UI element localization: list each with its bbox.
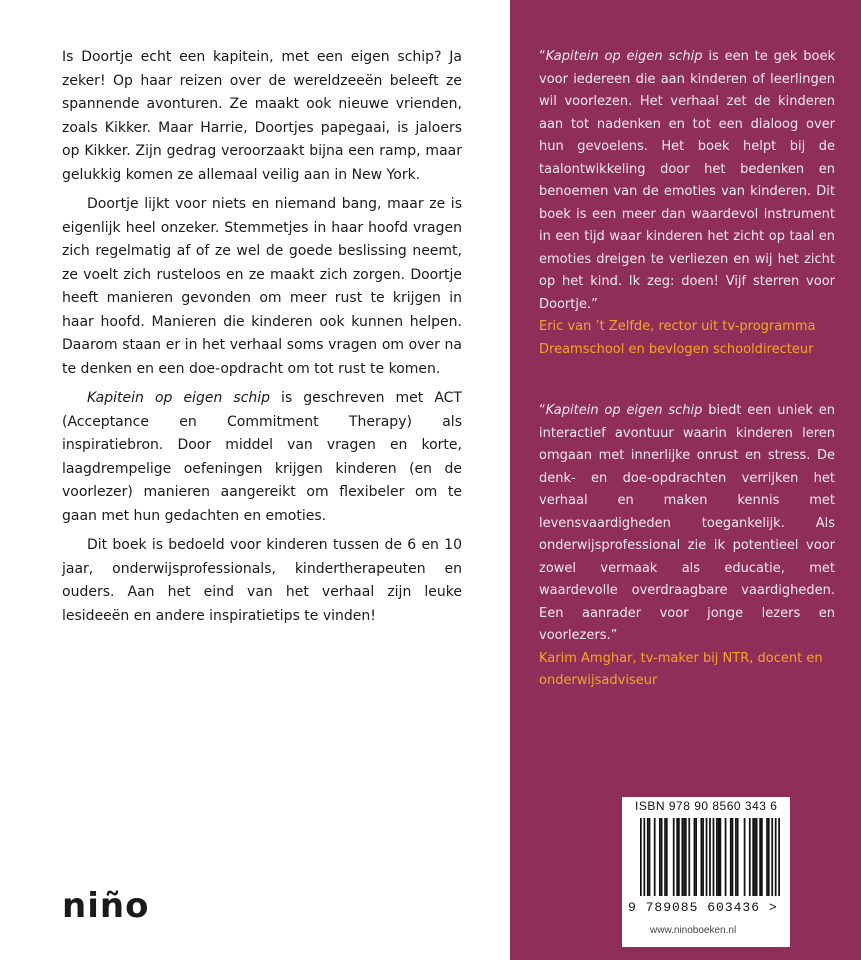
barcode-bar	[678, 818, 680, 896]
quote-1-attribution: Eric van ’t Zelfde, rector uit tv-programma Dreamschool en bevlogen schooldirecteur	[539, 319, 816, 357]
barcode-digits: 9 789085 603436 >	[628, 900, 778, 915]
barcode-bar	[640, 818, 642, 896]
barcode-bar	[673, 818, 675, 896]
barcode-bar	[771, 818, 773, 896]
barcode-bar	[706, 818, 708, 896]
barcode-bar	[700, 818, 702, 896]
blurb-paragraph-1: Is Doortje echt een kapitein, met een eigen schip? Ja zeker! Op haar reizen over de wereldzeeën beleeft ze spannende avonturen. Ze maakt ook nieuwe vrienden, zoals Kikker. Maar Harrie, Doortjes papegaai, is jaloers op Kikker. Zijn gedrag veroorzaakt bijna een ramp, maar gelukkig komen ze allemaal veilig aan in New York.	[62, 49, 462, 183]
barcode-bar	[643, 818, 645, 896]
barcode-bar	[732, 818, 734, 896]
barcode-bar	[759, 818, 761, 896]
isbn-number: ISBN 978 90 8560 343 6	[635, 799, 778, 813]
blurb-paragraph-3: Kapitein op eigen schip is geschreven met ACT (Acceptance en Commitment Therapy) als inspiratiebron. Door middel van vragen en korte, laagdrempelige oefeningen krijgen kinderen (en de voorlezer) manieren aangereikt om flexibeler om te gaan met hun gedachten en emoties.	[62, 390, 462, 524]
blurb-paragraph-4: Dit boek is bedoeld voor kinderen tussen de 6 en 10 jaar, onderwijsprofessionals, kindertherapeuten en ouders. Aan het eind van het verhaal zijn leuke lesideeën en andere inspiratietips te vinden!	[62, 537, 462, 624]
blurb-text	[62, 46, 462, 634]
barcode-bar	[744, 818, 746, 896]
barcode-bar	[666, 818, 668, 896]
barcode-bar	[778, 818, 780, 896]
review-quote-2	[539, 400, 835, 693]
barcode-bar	[768, 818, 770, 896]
quote-2-text: “Kapitein op eigen schip biedt een uniek en interactief avontuur waarin kinderen leren omgaan met innerlijke onrust en stress. De denk- en doe-opdrachten verrijken het verhaal en maken kennis met levensvaardigheden toegankelijk. Als onderwijsprofessional zie ik potentieel voor zowel vermaak als educatie, met waardevolle overdraagbare vaardigheden. Een aanrader voor jonge lezers en voorlezers.”	[539, 403, 835, 643]
barcode-bar	[718, 818, 720, 896]
barcode-bar	[749, 818, 751, 896]
barcode-bar	[775, 818, 777, 896]
barcode-bar	[716, 818, 718, 896]
barcode-bar	[720, 818, 722, 896]
barcode-bar	[694, 818, 696, 896]
barcode-bar	[664, 818, 666, 896]
barcode-bar	[661, 818, 663, 896]
blurb-paragraph-2: Doortje lijkt voor niets en niemand bang, maar ze is eigenlijk heel onzeker. Stemmetjes in haar hoofd vragen zich regelmatig af of ze wel de goede beslissing neemt, ze voelt zich rusteloos en ze maakt zich zorgen. Doortje heeft manieren gevonden om meer rust te krijgen in haar hoofd. Manieren die kinderen ook kunnen helpen. Daarom staan er in het verhaal soms vragen om over na te denken en een doe-opdracht om tot rust te komen.	[62, 196, 462, 377]
barcode-bar	[752, 818, 754, 896]
barcode-bar	[756, 818, 758, 896]
barcode-bar	[702, 818, 704, 896]
barcode-bar	[688, 818, 690, 896]
barcode-bar	[654, 818, 656, 896]
quote-1-text: “Kapitein op eigen schip is een te gek boek voor iedereen die aan kinderen of leerlingen wil voorlezen. Het verhaal zet de kinderen aan tot nadenken en tot een dialoog over hun gevoelens. Het boek helpt bij de taalontwikkeling door het bedenken en benoemen van de emoties van kinderen. Dit boek is een meer dan waardevol instrument in een tijd waar kinderen het zicht op taal en emoties dreigen te verliezen en wij het zicht op het kind. Ik zeg: doen! Vijf sterren voor Doortje.”	[539, 49, 835, 312]
barcode-icon	[640, 818, 780, 896]
barcode-bar	[649, 818, 651, 896]
publisher-website: www.ninoboeken.nl	[650, 925, 737, 936]
barcode-bar	[754, 818, 756, 896]
barcode-bar	[735, 818, 737, 896]
barcode-bar	[709, 818, 711, 896]
barcode-bar	[685, 818, 687, 896]
barcode-bar	[725, 818, 727, 896]
barcode-bar	[659, 818, 661, 896]
barcode-bar	[730, 818, 732, 896]
barcode-bar	[683, 818, 685, 896]
barcode-bar	[681, 818, 683, 896]
barcode-bar	[713, 818, 715, 896]
review-quote-1	[539, 46, 835, 361]
barcode-bar	[695, 818, 697, 896]
barcode-bar	[761, 818, 763, 896]
quote-2-attribution: Karim Amghar, tv-maker bij NTR, docent en onderwijsadviseur	[539, 650, 823, 688]
barcode-bar	[647, 818, 649, 896]
barcode-bar	[766, 818, 768, 896]
barcode-bar	[676, 818, 678, 896]
barcode-bar	[737, 818, 739, 896]
publisher-logo: niño	[62, 886, 150, 926]
